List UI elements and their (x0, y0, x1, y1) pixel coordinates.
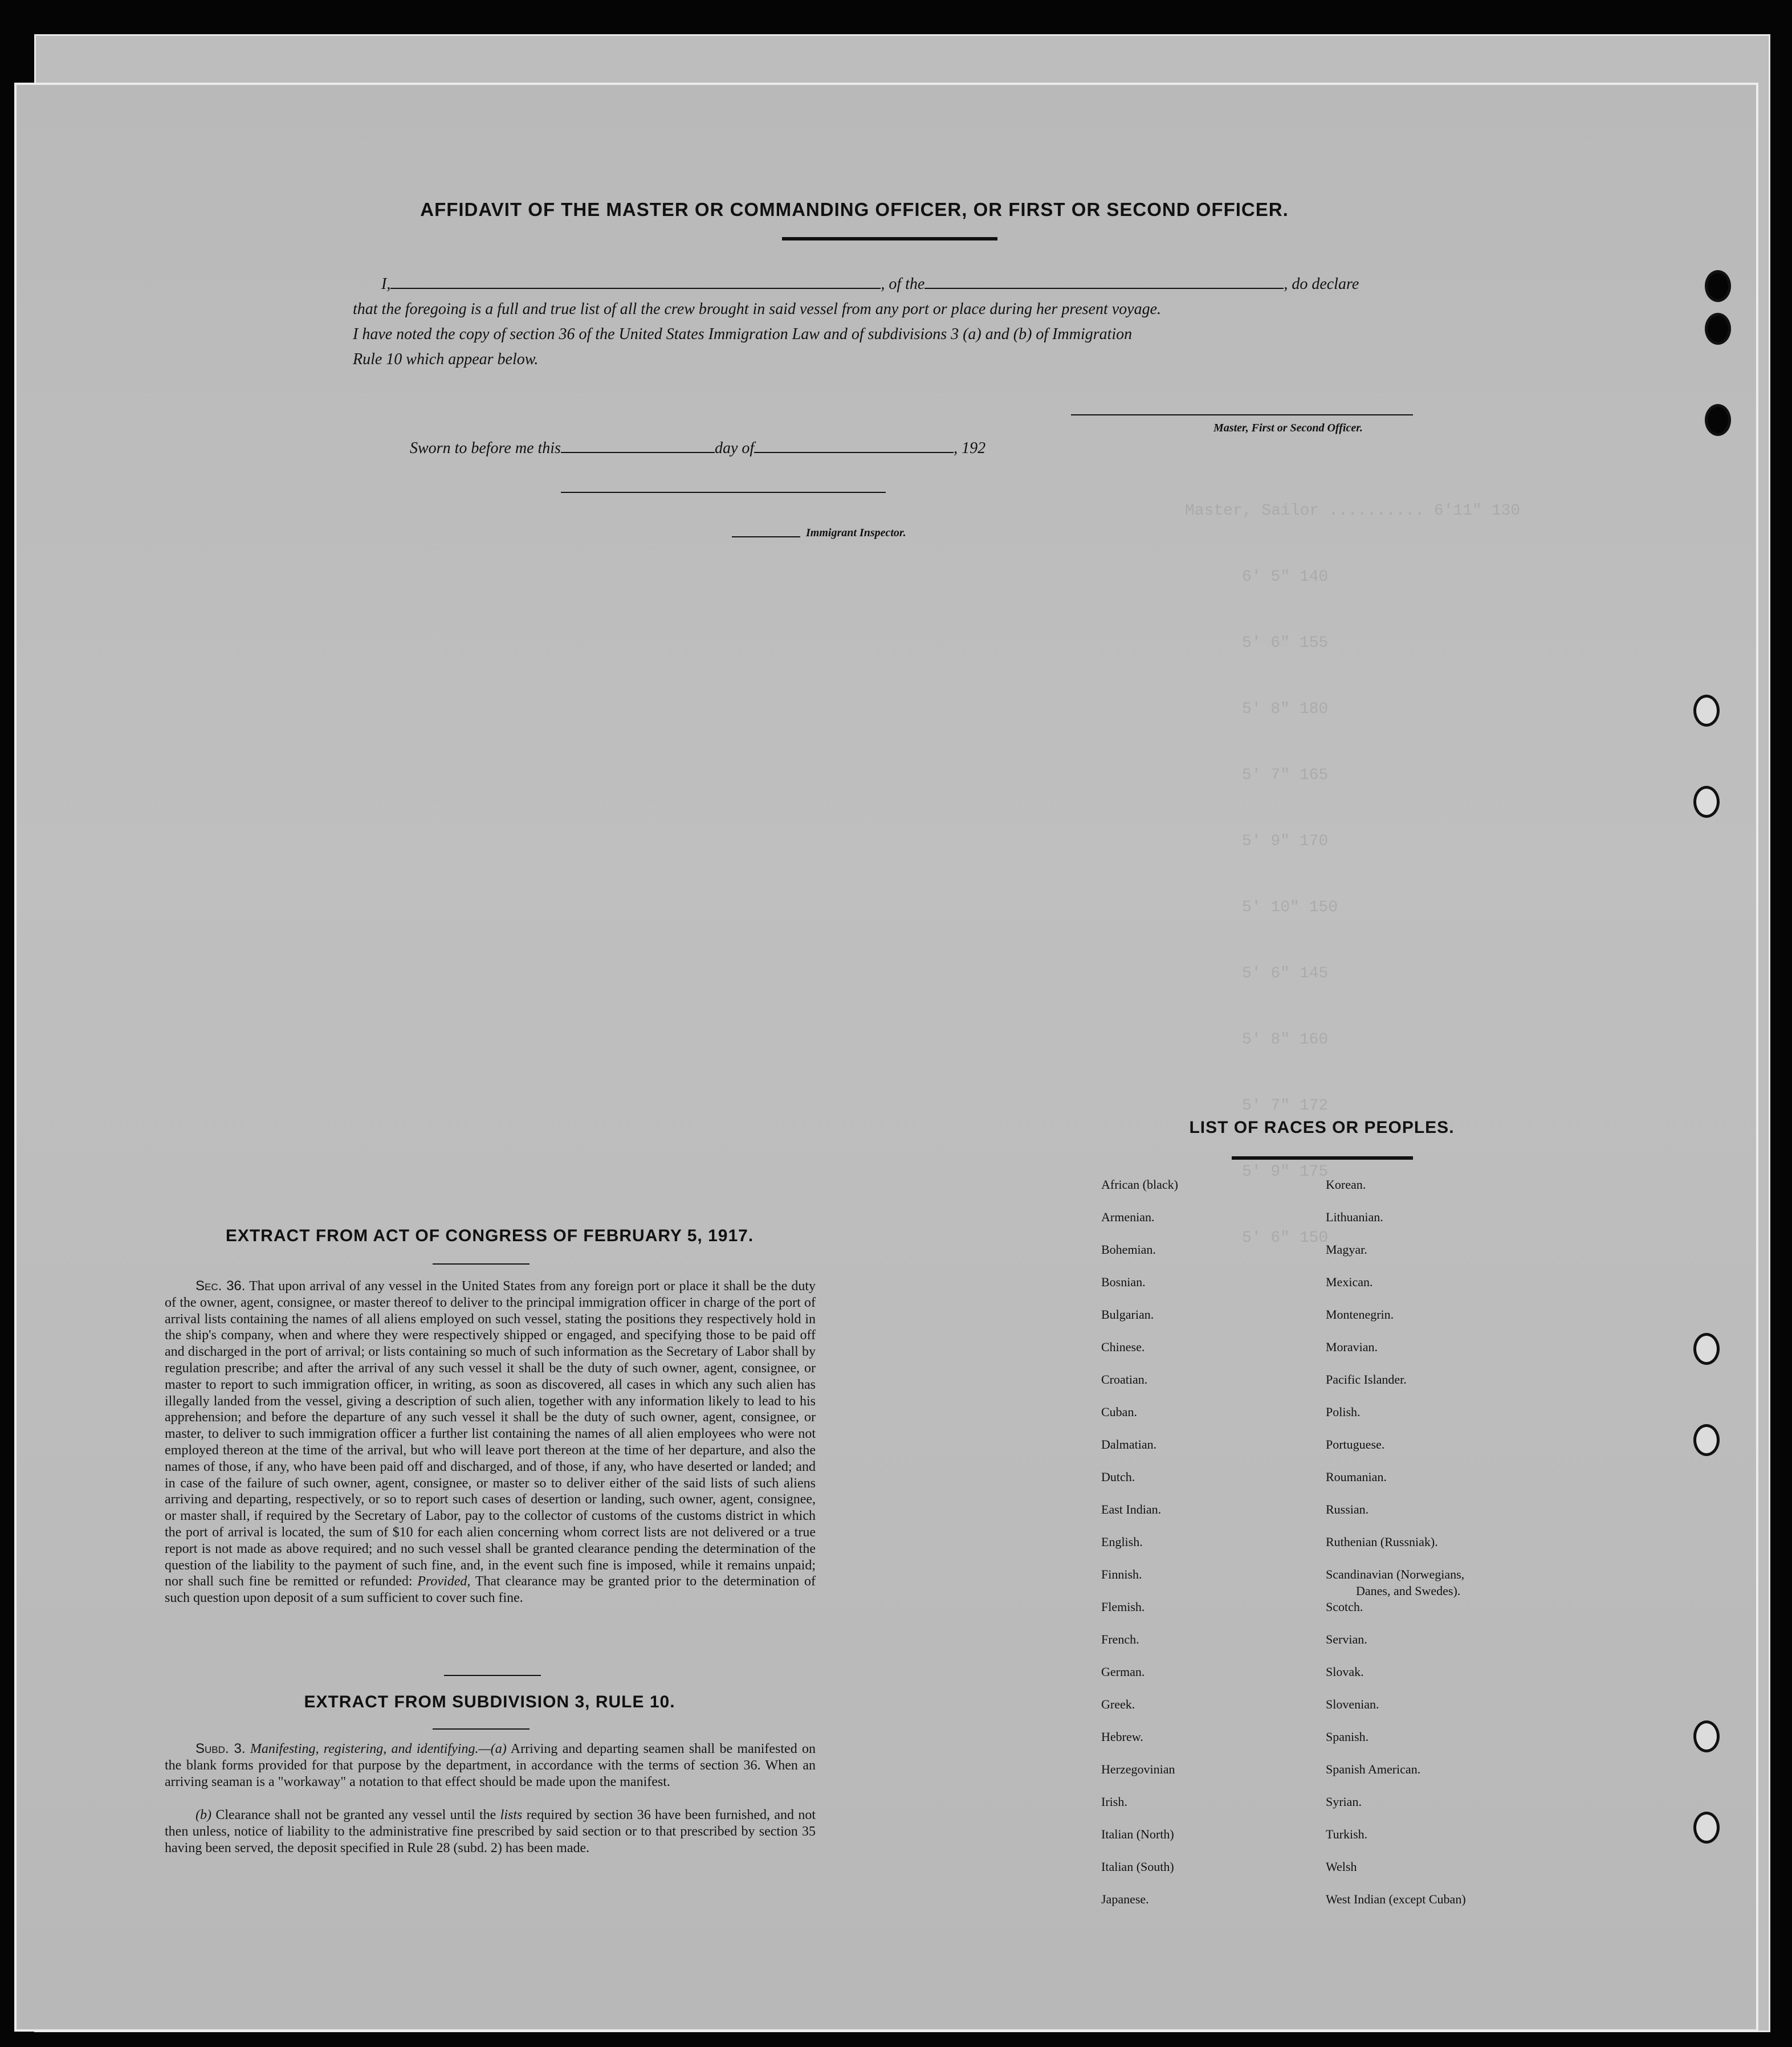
subd-3-b-text: (b) Clearance shall not be granted any vessel until the lists required by section 36 have been furnished, and not then unless, notice of liability to the administrative fine prescribed by said section or to that prescribed by section 35 having been served, the deposit specified in Rule 28 (subd. 2) has been made. (165, 1808, 816, 1856)
act-extract-rule (433, 1263, 530, 1265)
binder-hole (1705, 404, 1731, 436)
binder-hole (1693, 1720, 1720, 1752)
sworn-line: Sworn to before me this day of , 192 (410, 439, 986, 457)
race-item: Spanish American. (1326, 1762, 1421, 1776)
race-item: Italian (South) (1101, 1860, 1174, 1874)
inspector-signature-line[interactable] (561, 492, 886, 493)
name-blank[interactable] (390, 274, 881, 289)
inspector-label: Immigrant Inspector. (806, 527, 906, 539)
race-item: Slovenian. (1326, 1697, 1379, 1711)
bleed-through-layer: Master, Sailor .......... 6'11" 130 6' 5" 140 5' 6" 155 5' 8" 180 5' 7" 165 5' 9" 170 5' 10" 150 5' 6" 145 5' 8" 160 5' 7" 172 5' 9" 175 5' 6" 150 (1185, 502, 1521, 1247)
sec-36-text: Sec. 36. That upon arrival of any vessel in the United States from any foreign port or place it shall be the duty of the owner, agent, consignee, or master thereof to deliver to the principal immigration officer in charge of the port of arrival lists containing the names of all aliens employed on such vessel, stating the positions they respectively hold in the ship's company, when and where they were respectively shipped or engaged, and specifying those to be paid off and discharged in the port of arrival; or lists containing so much of such information as the Secretary of Labor shall by regulation prescribe; and after the arrival of any such vessel it shall be the duty of such owner, agent, consignee, or master to report to such immigration officer, in writing, as soon as discovered, all cases in which any such alien has illegally landed from the vessel, giving a description of such alien, together with any information likely to lead to his apprehension; and before the departure of any such vessel it shall be the duty of such owner, agent, consignee, or master, to deliver to such immigration officer a further list containing the names of all alien employees who were not employed thereon at the time of the arrival, but who will leave port thereon at the time of her departure, and also the names of those, if any, who have been paid off and discharged, and of those, if any, who have deserted or landed; and in case of the failure of such owner, agent, consignee, or master so to deliver either of the said lists of such aliens arriving and departing, respectively, or so to report such cases of desertion or landing, such owner, agent, consignee, or master shall, if required by the Secretary of Labor, pay to the collector of customs of the customs district in which the port of arrival is located, the sum of $10 for each alien concerning whom correct lists are not delivered or a true report is not made as above required; and no such vessel shall be granted clearance pending the determination of the question of the liability to the payment of such fine, and, in the event such fine is imposed, while it remains unpaid; nor shall such fine be remitted or refunded: Provided, That clearance may be granted prior to the determination of such question upon deposit of a sum sufficient to cover such fine. (165, 1278, 816, 1606)
race-item: Welsh (1326, 1860, 1357, 1874)
race-item: West Indian (except Cuban) (1326, 1892, 1466, 1906)
binder-hole (1705, 313, 1731, 345)
race-item: Greek. (1101, 1697, 1135, 1711)
race-item: Dalmatian. (1101, 1437, 1157, 1451)
race-item: French. (1101, 1632, 1139, 1646)
sec-36-end-rule (444, 1675, 541, 1676)
manifest-page (14, 83, 1758, 2032)
rule-extract-title: EXTRACT FROM SUBDIVISION 3, RULE 10. (304, 1693, 675, 1711)
races-title: LIST OF RACES OR PEOPLES. (1189, 1118, 1455, 1137)
affidavit-line-2: that the foregoing is a full and true list of all the crew brought in said vessel from any port or place during her present voyage. (353, 300, 1162, 318)
affidavit-title: AFFIDAVIT OF THE MASTER OR COMMANDING OFFICER, OR FIRST OR SECOND OFFICER. (420, 199, 1289, 220)
race-item: English. (1101, 1535, 1143, 1549)
subd-3-a-text: Subd. 3. Manifesting, registering, and identifying.—(a) Arriving and departing seamen shall be manifested on the blank forms provided for that purpose by the department, in accordance with the terms of section 36. When an arriving seaman is a "workaway" a notation to that effect should be made upon the manifest. (165, 1741, 816, 1789)
race-item: Italian (North) (1101, 1827, 1174, 1841)
race-item: Bosnian. (1101, 1275, 1146, 1289)
inspector-short-line (732, 536, 800, 537)
binder-hole (1693, 1424, 1720, 1456)
affidavit-line-4: Rule 10 which appear below. (353, 350, 539, 368)
race-item: Servian. (1326, 1632, 1367, 1646)
race-item: Croatian. (1101, 1372, 1148, 1387)
race-item: Finnish. (1101, 1567, 1142, 1581)
race-item: Chinese. (1101, 1340, 1145, 1354)
race-item: German. (1101, 1665, 1145, 1679)
race-item-continuation: Danes, and Swedes). (1356, 1584, 1461, 1598)
race-item: Scotch. (1326, 1600, 1363, 1614)
act-extract-title: EXTRACT FROM ACT OF CONGRESS OF FEBRUARY 5, 1917. (225, 1226, 754, 1245)
race-item: Bohemian. (1101, 1242, 1156, 1257)
race-item: Korean. (1326, 1177, 1366, 1192)
race-item: Syrian. (1326, 1795, 1362, 1809)
race-item: Scandinavian (Norwegians, (1326, 1567, 1465, 1581)
race-item: Dutch. (1101, 1470, 1135, 1484)
race-item: Moravian. (1326, 1340, 1378, 1354)
binder-hole (1705, 270, 1731, 302)
race-item: Mexican. (1326, 1275, 1373, 1289)
race-item: Flemish. (1101, 1600, 1145, 1614)
race-item: Lithuanian. (1326, 1210, 1383, 1224)
master-signature-line[interactable] (1071, 414, 1413, 415)
affidavit-line-3: I have noted the copy of section 36 of the United States Immigration Law and of subdivisions 3 (a) and (b) of Immigration (353, 325, 1133, 343)
binder-hole (1693, 695, 1720, 727)
race-item: Bulgarian. (1101, 1307, 1154, 1322)
rule-extract-rule (433, 1728, 530, 1730)
race-item: Magyar. (1326, 1242, 1367, 1257)
binder-hole (1693, 786, 1720, 818)
race-item: Herzegovinian (1101, 1762, 1175, 1776)
races-title-rule (1232, 1156, 1413, 1160)
vessel-blank[interactable] (924, 274, 1284, 289)
race-item: East Indian. (1101, 1502, 1162, 1516)
race-item: Montenegrin. (1326, 1307, 1394, 1322)
race-item: Irish. (1101, 1795, 1127, 1809)
race-item: Roumanian. (1326, 1470, 1387, 1484)
race-item: Pacific Islander. (1326, 1372, 1407, 1387)
binder-hole (1693, 1333, 1720, 1365)
affidavit-title-rule (782, 237, 997, 240)
race-item: Hebrew. (1101, 1730, 1143, 1744)
affidavit-line-1: I, , of the , do declare (381, 275, 1359, 293)
race-item: Russian. (1326, 1502, 1369, 1516)
race-item: Slovak. (1326, 1665, 1364, 1679)
race-item: Polish. (1326, 1405, 1361, 1419)
binder-hole (1693, 1812, 1720, 1844)
race-item: Spanish. (1326, 1730, 1369, 1744)
race-item: Turkish. (1326, 1827, 1368, 1841)
race-item: Ruthenian (Russniak). (1326, 1535, 1438, 1549)
sworn-month-blank[interactable] (754, 438, 954, 453)
race-item: Cuban. (1101, 1405, 1137, 1419)
race-item: African (black) (1101, 1177, 1178, 1192)
sworn-day-blank[interactable] (561, 438, 715, 453)
master-label: Master, First or Second Officer. (1213, 422, 1363, 434)
race-item: Armenian. (1101, 1210, 1155, 1224)
race-item: Portuguese. (1326, 1437, 1385, 1451)
race-item: Japanese. (1101, 1892, 1149, 1906)
